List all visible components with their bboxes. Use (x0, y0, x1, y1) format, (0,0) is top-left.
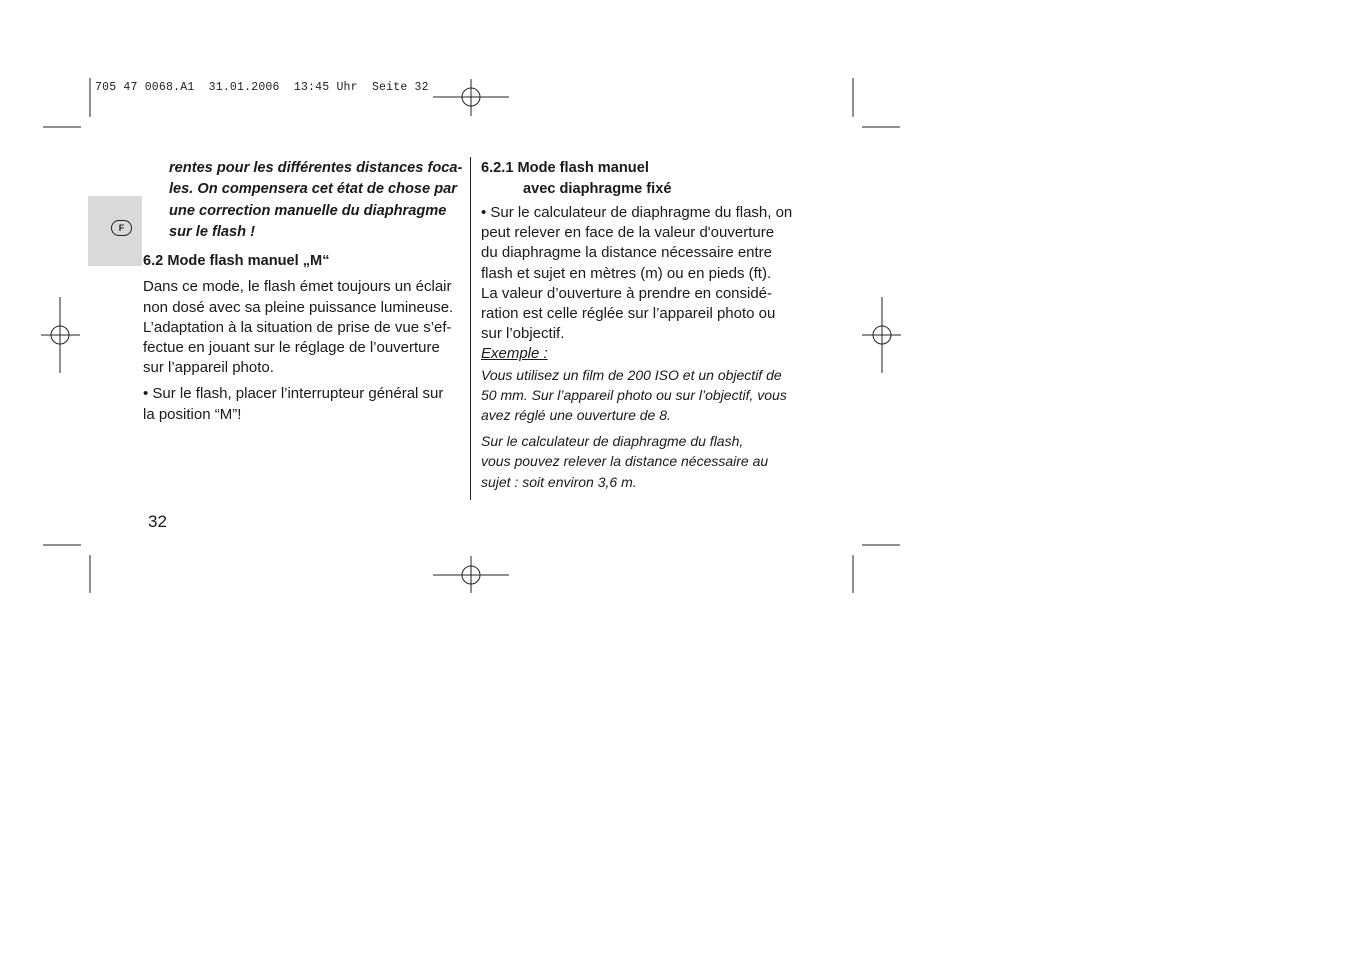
right-column (481, 158, 803, 492)
text-line: avez réglé une ouverture de 8. (481, 407, 671, 424)
text-line: Sur le calculateur de diaphragme du flash, (481, 433, 744, 450)
text-line: • Sur le flash, placer l’interrupteur général sur (143, 385, 444, 403)
heading-line: avec diaphragme fixé (523, 181, 672, 197)
text-line: sur l’appareil photo. (143, 359, 274, 377)
text-line: non dosé avec sa pleine puissance lumineuse. (143, 298, 454, 316)
example-paragraph (481, 431, 803, 492)
text-line: sujet : soit environ 3,6 m. (481, 473, 637, 490)
text-line: • Sur le calculateur de diaphragme du flash, on (481, 204, 793, 221)
text-line: rentes pour les différentes distances foca- (169, 160, 463, 176)
section-heading: 6.2 Mode flash manuel „M“ (143, 253, 330, 270)
text-line: du diaphragme la distance nécessaire entre (481, 244, 773, 262)
bullet-item (143, 384, 463, 424)
page-number: 32 (148, 512, 167, 531)
text-line: les. On compensera cet état de chose par (169, 181, 457, 198)
print-slug: 705 47 0068.A1 31.01.2006 13:45 Uhr Seite 32 (95, 81, 429, 94)
text-line: sur le flash ! (169, 223, 255, 240)
intro-note (143, 158, 463, 243)
text-line: fectue en jouant sur le réglage de l’ouverture (143, 339, 440, 356)
registration-target-right (862, 297, 901, 373)
text-line: la position “M”! (143, 405, 242, 423)
heading-line: 6.2.1 Mode flash manuel (481, 160, 649, 176)
registration-target-left (41, 297, 80, 373)
text-line: 50 mm. Sur l’appareil photo ou sur l’objectif, vous (481, 386, 787, 403)
text-line: Vous utilisez un film de 200 ISO et un objectif de (481, 366, 782, 383)
text-line: vous pouvez relever la distance nécessaire au (481, 453, 769, 470)
text-line: sur l’objectif. (481, 325, 565, 343)
text-line: peut relever en face de la valeur d'ouverture (481, 224, 775, 242)
text-line: Dans ce mode, le flash émet toujours un éclair (143, 278, 452, 296)
text-line: La valeur d’ouverture à prendre en considé- (481, 284, 773, 302)
text-line: flash et sujet en mètres (m) ou en pieds (ft). (481, 264, 772, 282)
text-line: ration est celle réglée sur l’appareil photo ou (481, 305, 776, 323)
example-paragraph (481, 365, 803, 426)
registration-target-bottom (433, 556, 509, 593)
language-badge: F (111, 220, 132, 236)
subsection-heading (481, 158, 803, 200)
text-line: une correction manuelle du diaphragme (169, 202, 447, 219)
text-line: L’adaptation à la situation de prise de vue s’ef- (143, 318, 452, 336)
body-paragraph (143, 277, 463, 378)
left-column (143, 158, 463, 425)
column-divider (470, 157, 471, 500)
registration-target-top (433, 79, 509, 116)
bullet-item (481, 203, 803, 344)
example-label: Exemple : (481, 345, 548, 363)
